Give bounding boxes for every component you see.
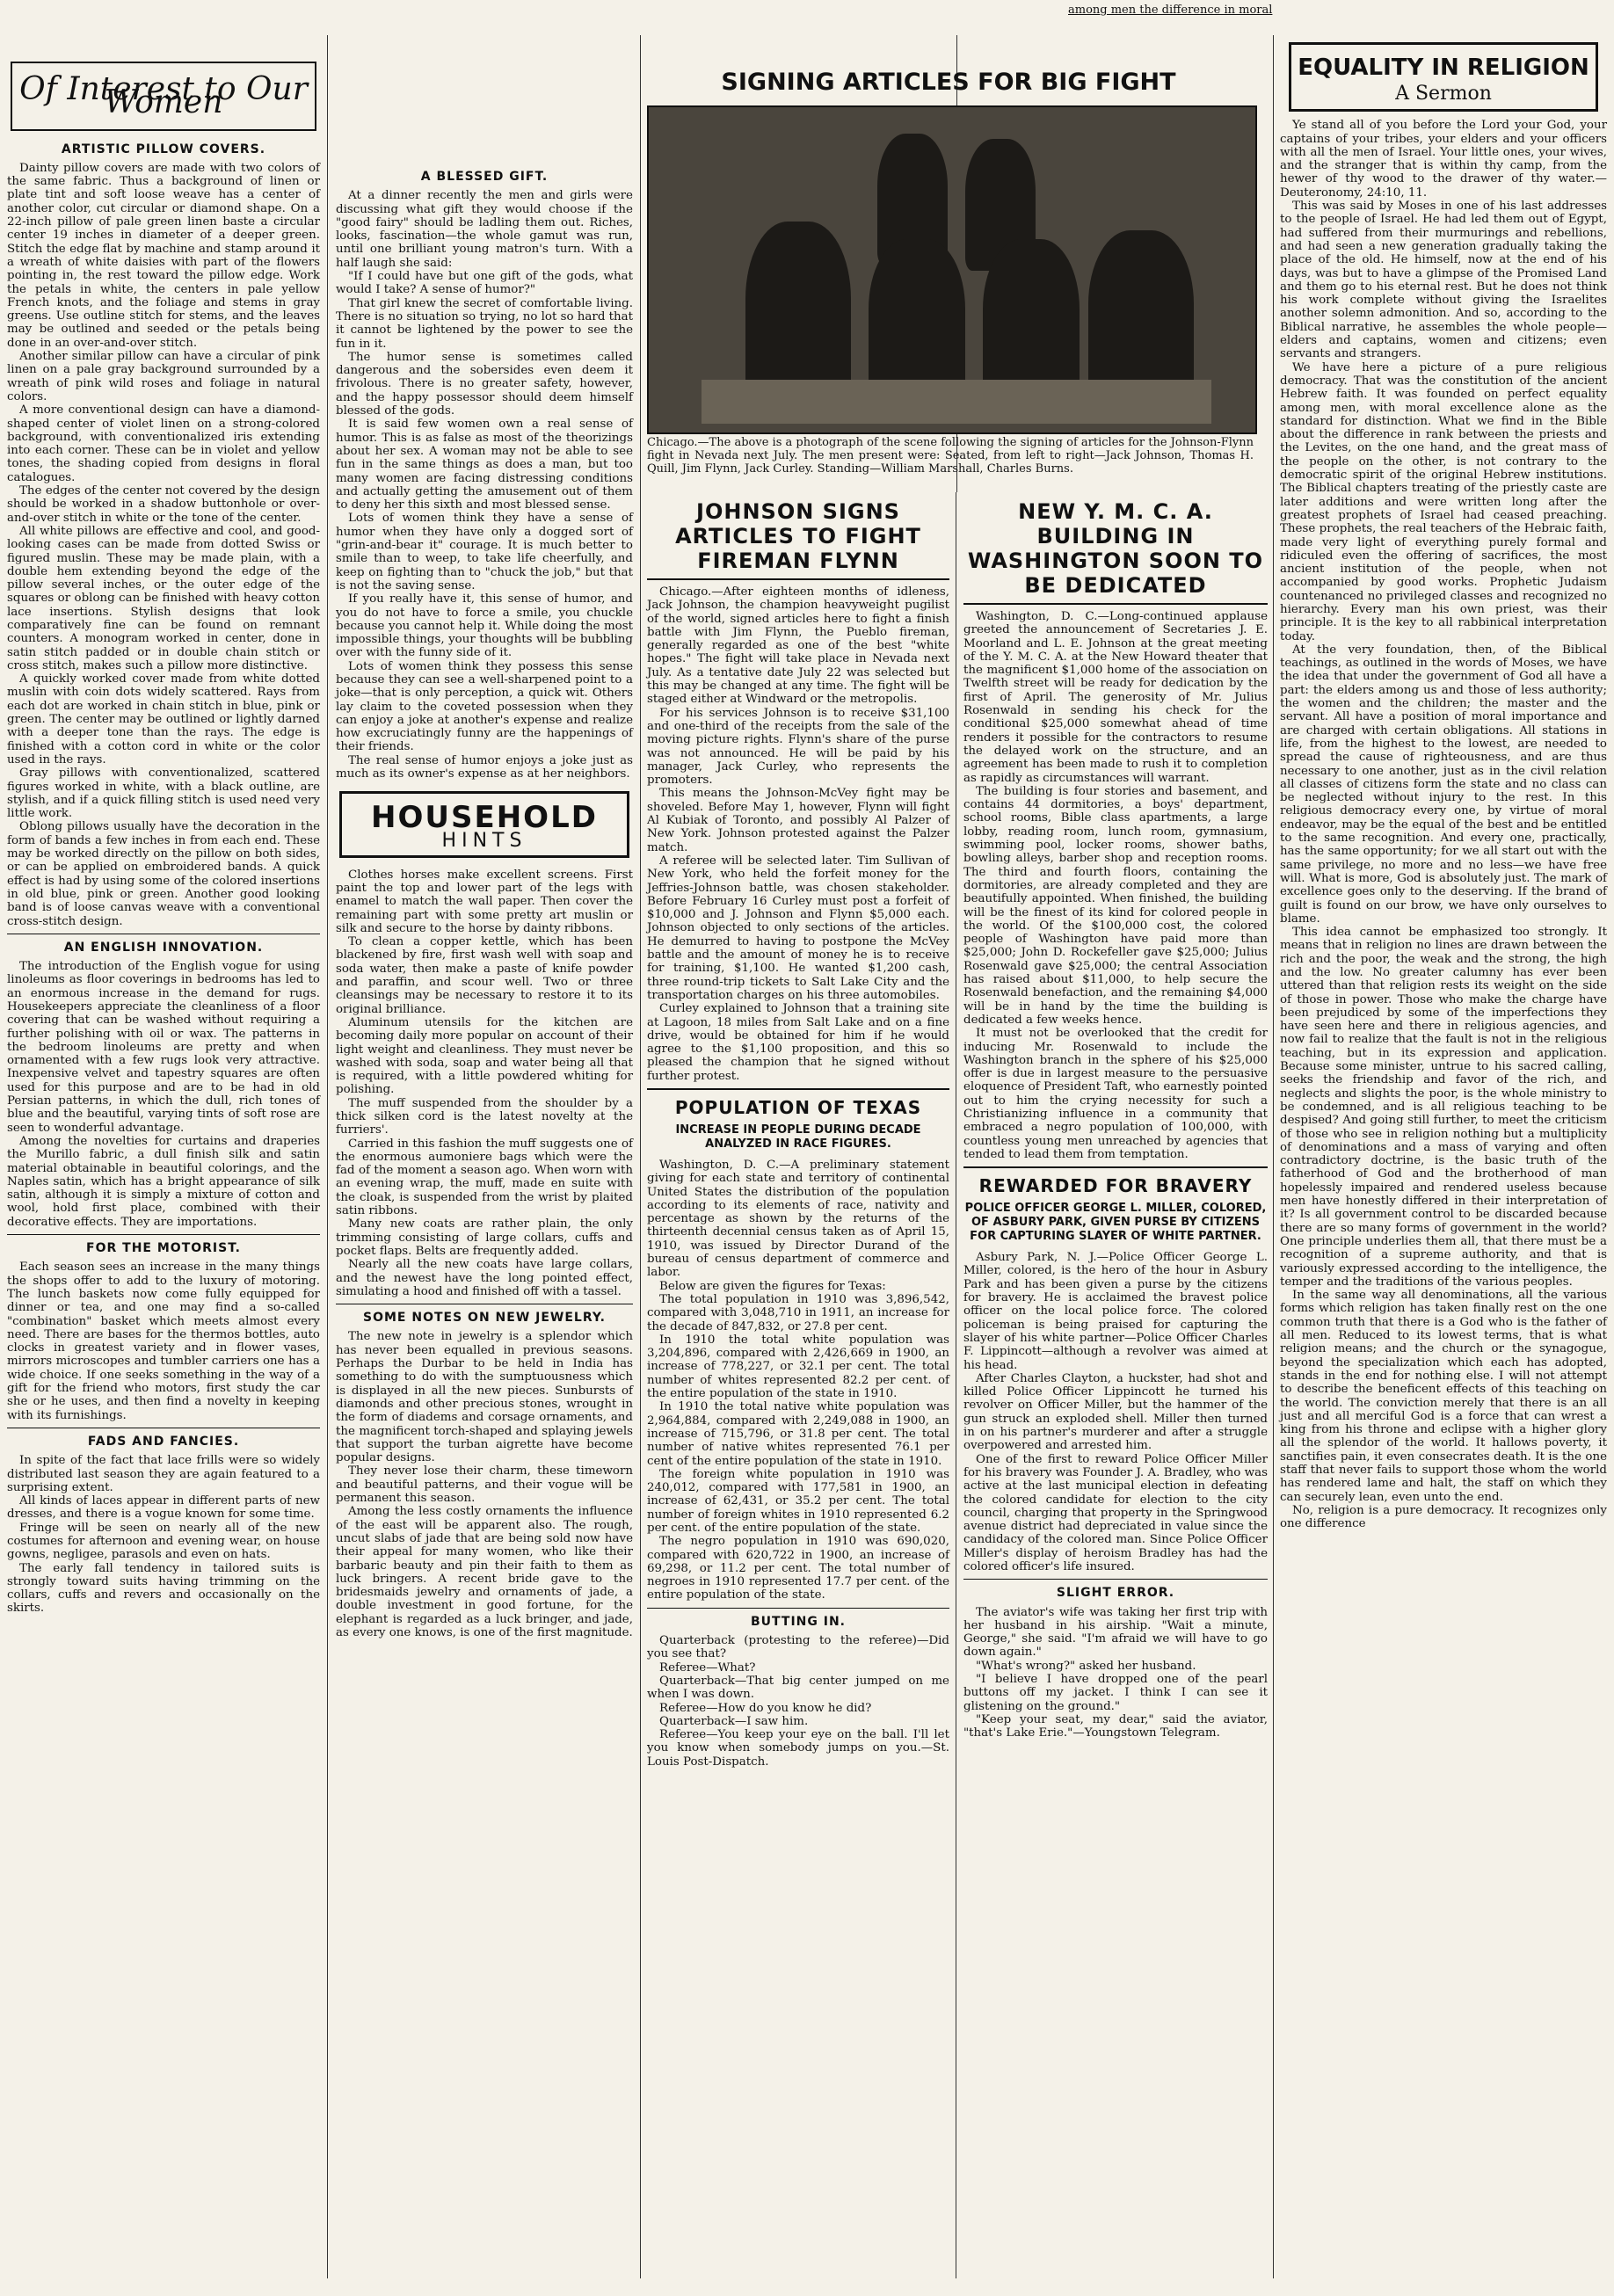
paragraph: That girl knew the secret of comfortable living. There is no situation so trying, no lot so hard that it cannot be lightened by the power to see the fun in it. <box>336 296 634 351</box>
bravery-subhead: POLICE OFFICER GEORGE L. MILLER, COLORED, OF ASBURY PARK, GIVEN PURSE BY CITIZENS FOR CAPTURING SLAYER OF WHITE PARTNER. <box>964 1202 1267 1244</box>
paragraph: Quarterback—I saw him. <box>659 1714 809 1728</box>
hints-title: HINTS <box>441 830 527 853</box>
paragraph: "Keep your seat, my dear," said the aviator, "that's Lake Erie."—Youngstown Telegram. <box>963 1712 1268 1740</box>
paragraph: Asbury Park, N. J.—Police Officer George L. Miller, colored, is the hero of the hour in Asbury Park and has been given a purse by the citizens for bravery. He is acclaimed the bravest police officer on the local police force. The colored policeman is being praised for capturing the slayer of his white partner—Police Officer Charles F. Lippincott—although a revolver was aimed at his head. <box>963 1251 1268 1372</box>
paragraph: The building is four stories and basement, and contains 44 dormitories, a boys' department, school rooms, Bible class apartments, a large lobby, reading room, lunch room, gymnasium, swimming pool, locker rooms, shower baths, bowling alleys, barber shop and reception rooms. The third and fourth floors, containing the dormitories, are already completed and they are beautifully appointed. When finished, the building will be the finest of its kind for colored people in the world. Of the $100,000 cost, the colored people of Washington have paid more than $25,000; John D. Rockefeller gave $25,000; Julius Rosenwald gave $25,000; the central Association has raised about $11,000, to help secure the Rosenwald benefaction, and the remaining $4,000 will be in hand by the time the building is dedicated a few weeks hence. <box>963 784 1268 1027</box>
paragraph: Quarterback—That big center jumped on me when I was down. <box>647 1674 949 1702</box>
paragraph: Fringe will be seen on nearly all of the new costumes for afternoon and evening wear, on house gowns, negligee, parasols and even on hats. <box>7 1521 320 1562</box>
paragraph: The muff suspended from the shoulder by a thick silken cord is the latest novelty at the furriers'. <box>336 1096 633 1137</box>
paragraph: A referee will be selected later. Tim Sullivan of New York, who held the forfeit money for the Jeffries-Johnson battle, was chosen stakeholder. Before February 16 Curley must post a forfeit of $10,000 and J. Johnson and Flynn $5,000 each. Johnson objected to only sections of the articles. He demurred to having to postpone the McVey battle and the amount of money he is to receive for training, $1,100. He wanted $1,200 cash, three round-trip tickets to Salt Lake City and the transportation charges on his three automobiles. <box>647 854 949 1002</box>
paragraph: Among the novelties for curtains and draperies the Murillo fabric, a dull finish silk and satin material obtainable in beautiful colorings, and the Naples satin, which has a bright appearance of silk satin, although it is simply a mixture of cotton and wool, hold first place, combined with their decorative effects. They are importations. <box>7 1134 320 1229</box>
signing-headline: SIGNING ARTICLES FOR BIG FIGHT <box>721 69 1176 96</box>
paragraph: This idea cannot be emphasized too strongly. It means that in religion no lines are drawn between the rich and the poor, the weak and the strong, the high and the low. No greater calumny has ever been uttered than that religion rests its weight on the side of those in power. Those who make the charge have been prejudiced by some of the imperfections they have seen here and there in religious agencies, and now fail to realize that the fault is not in the religious teaching, but in its expression and application. Because some minister, untrue to his sacred calling, seeks the friendship and favor of the rich, and neglects and slights the poor, is the whole ministry to be condemned, and is all religious teaching to be despised? And going still further, to meet the criticism of those who see in religion nothing but a multiplicity of denominations and a mass of varying and often contradictory doctrine, is the basic truth of the fatherhood of God and the brotherhood of man hopelessly impaired and rendered useless because men have honestly differed in their interpretation of it? Is all government control to be discarded because there are so many forms of government in the world? One principle underlies them all, that there must be a recognition of a supreme authority, and that is variously expressed according to the intelligence, the temper and the traditions of the various peoples. <box>1280 926 1607 1289</box>
heading-slight-error: SLIGHT ERROR. <box>1056 1586 1175 1601</box>
heading-english: AN ENGLISH INNOVATION. <box>63 940 264 955</box>
divider <box>963 1579 1268 1580</box>
heading-fads: FADS AND FANCIES. <box>87 1434 240 1449</box>
paragraph: The negro population in 1910 was 690,020, compared with 620,722 in 1900, an increase of 69,298, or 11.2 per cent. The total number of negroes in 1910 represented 17.7 per cent. of the entire population of the state. <box>647 1535 949 1602</box>
divider <box>647 1088 949 1090</box>
johnson-headline: JOHNSON SIGNS ARTICLES TO FIGHT FIREMAN FLYNN <box>675 499 921 573</box>
texas-headline: POPULATION OF TEXAS <box>674 1096 922 1118</box>
fight-photo <box>647 105 1257 434</box>
texas-subhead: INCREASE IN PEOPLE DURING DECADE ANALYZED IN RACE FIGURES. <box>675 1123 921 1151</box>
ymca-headline: NEW Y. M. C. A. BUILDING IN WASHINGTON SOON TO BE DEDICATED <box>967 499 1264 598</box>
household-hints-box <box>339 791 629 857</box>
paragraph: Gray pillows with conventionalized, scattered figures worked in white, with a black outline, are stylish, and if a quick filling stitch is used need very little work. <box>7 767 320 821</box>
paragraph: No, religion is a pure democracy. It recognizes only one difference <box>1280 1503 1607 1531</box>
paragraph: To clean a copper kettle, which has been blackened by fire, first wash well with soap and soda water, then make a paste of knife powder and paraffin, and scour well. Two or three cleansings may be necessary to restore it to its original brilliance. <box>336 935 633 1016</box>
paragraph: Quarterback (protesting to the referee)—Did you see that? <box>647 1634 949 1661</box>
paragraph: It is said few women own a real sense of humor. This is as false as most of the theorizings about her sex. A woman may not be able to see fun in the same things as does a man, but too many women are facing distressing conditions and actually getting the amusement out of them to deny her this sixth and most blessed sense. <box>336 418 633 512</box>
paragraph: Clothes horses make excellent screens. First paint the top and lower part of the legs with enamel to match the wall paper. Then cover the remaining part with some pretty art muslin or silk and secure to the horse by dainty ribbons. <box>336 868 633 935</box>
divider <box>647 578 949 580</box>
paragraph: The aviator's wife was taking her first trip with her husband in his airship. "Wait a minute, George," she said. "I'm afraid we will have to go down again." <box>963 1605 1268 1660</box>
paragraph: Referee—You keep your eye on the ball. I'll let you know when somebody jumps on you.—St. Louis Post-Dispatch. <box>647 1728 949 1769</box>
bravery-headline: REWARDED FOR BRAVERY <box>978 1175 1253 1197</box>
photo-caption: Chicago.—The above is a photograph of the scene following the signing of articles for the Johnson-Flynn fight in Nevada next July. The men present were: Seated, from left to right—Jack Johnson, Thomas H. Quill, Jim Flynn, Jack Curley. Standing—William Marshall, Charles Burns. <box>647 436 1254 476</box>
paragraph: This was said by Moses in one of his last addresses to the people of Israel. He had led them out of Egypt, had suffered from their murmurings and rebellions, and had seen a new generation gradually taking the place of the old. He himself, now at the end of his days, was but to have a glimpse of the Promised Land and them go to his eternal rest. But he does not think his work complete without giving the Israelites another solemn admonition. And so, according to the Biblical narrative, he assembles the whole people—elders and captains, women and citizens; even servants and strangers. <box>1280 200 1607 361</box>
paragraph: The total population in 1910 was 3,896,542, compared with 3,048,710 in 1911, an increase for the decade of 847,832, or 27.8 per cent. <box>647 1292 949 1333</box>
column-2 <box>336 163 633 1639</box>
paragraph: Washington, D. C.—A preliminary statement giving for each state and territory of continental United States the distribution of the population according to its elements of race, nativity and percentage as shown by the returns of the thirteenth decennial census taken as of April 15, 1910, was issued by Director Durand of the bureau of census department of commerce and labor. <box>647 1158 949 1280</box>
col5 <box>1280 35 1607 1530</box>
heading-jewelry: SOME NOTES ON NEW JEWELRY. <box>363 1311 606 1326</box>
col-rule-2 <box>640 35 641 2278</box>
heading-blessed-gift: A BLESSED GIFT. <box>420 170 549 184</box>
paragraph: Curley explained to Johnson that a training site at Lagoon, 18 miles from Salt Lake and on a fine drive, would be obtained for him if he would agree to the $1,100 proposition, and this so pleased the champion that he signed without further protest. <box>647 1002 949 1083</box>
column-3 <box>647 499 949 1769</box>
paragraph: If you really have it, this sense of humor, and you do not have to force a smile, you chuckle because you cannot help it. While doing the most impossible things, your thoughts will be bubbling over with the funny side of it. <box>336 592 633 660</box>
paragraph: The introduction of the English vogue for using linoleums as floor coverings in bedrooms has led to an enormous increase in the demand for rugs. Housekeepers appreciate the cleanliness of a floor covering that can be washed without requiring a further polishing with oil or wax. The patterns in the bedroom linoleums are pretty and when ornamented with a few rugs look very attractive. Inexpensive velvet and tapestry squares are often used for this purpose and are to be had in old Persian patterns, in which the dull, rich tones of blue and the beautiful, varying tints of soft rose are seen to wonderful advantage. <box>7 960 320 1135</box>
paragraph: In 1910 the total white population was 3,204,896, compared with 2,426,669 in 1900, an increase of 778,227, or 32.1 per cent. The total number of whites represented 82.2 per cent. of the entire population of the state in 1910. <box>647 1333 949 1401</box>
paragraph: At the very foundation, then, of the Biblical teachings, as outlined in the words of Moses, we have the idea that under the government of God all have a part: the elders among us and those of less authority; the women and the children; the master and the servant. All have a position of moral importance and are charged with certain obligations. All stations in life, from the highest to the lowest, are needed to spread the cause of righteousness, and are thus necessary to one another, just as in the civil relation all classes of citizens form the state and no class can be neglected without injury to the rest. In this religious democracy every one, by virtue of moral endeavor, may be the equal of the best and be entitled to the same recognition. And every one, practically, has the same opportunity; for we all start out with the same privilege, no more and no less—we have free will. What is more, God is absolutely just. The mark of excellence goes only to the deserving. If the brand of guilt is found on our brow, we have only ourselves to blame. <box>1280 643 1607 926</box>
paragraph: Lots of women think they have a sense of humor when they have only a dogged sort of "grin-and-bear it" courage. It is much better to smile than to weep, to take life cheerfully, and keep on fighting than to "chuck the job," but that is not the saving sense. <box>336 512 633 592</box>
paragraph: After Charles Clayton, a huckster, had shot and killed Police Officer Lippincott he turned his revolver on Officer Miller, but the hammer of the gun struck an exploded shell. Miller then turned in on his partner's murderer and after a struggle overpowered and arrested him. <box>963 1371 1268 1453</box>
paragraph: One of the first to reward Police Officer Miller for his bravery was Founder J. A. Bradley, who was active at the last municipal election in defeating the colored candidate for election to the city council, charging that property in the Springwood avenue district had depreciated in value since the candidacy of the colored man. Since Police Officer Miller's display of heroism Bradley has had the colored officer's life insured. <box>963 1452 1268 1573</box>
paragraph: It must not be overlooked that the credit for inducing Mr. Rosenwald to include the Washington branch in the sphere of his $25,000 offer is due in largest measure to the persuasive eloquence of President Taft, who earnestly pointed out to him the crying necessity for such a Christianizing influence in a community that embraced a negro population of 100,000, with countless young men unreached by agencies that tended to lead them from temptation. <box>963 1027 1268 1161</box>
paragraph: Ye stand all of you before the Lord your God, your captains of your tribes, your elders and your officers with all the men of Israel. Your little ones, your wives, and the stranger that is within thy camp, from the hewer of thy wood to the drawer of thy water.—Deuteronomy, 24:10, 11. <box>1280 119 1607 200</box>
heading-motorist: FOR THE MOTORIST. <box>86 1241 241 1256</box>
paragraph: "I believe I have dropped one of the pearl buttons off my jacket. I think I can see it glistening on the ground." <box>963 1673 1268 1713</box>
paragraph: At a dinner recently the men and girls were discussing what gift they would choose if the "good fairy" should be ladling them out. Riches, looks, fascination—the whole gamut was run, until one brilliant young matron's turn. With a half laugh she said: <box>336 189 633 270</box>
divider <box>7 1234 320 1235</box>
paragraph: Referee—How do you know he did? <box>659 1701 872 1715</box>
paragraph: Oblong pillows usually have the decoration in the form of bands a few inches in from each end. These may be worked directly on the pillow on both sides, or can be applied on embroidered bands. A quick effect is had by using some of the colored insertions in old blue, pink or green. Another good looking band is of loose canvas weave with a conventional cross-stitch design. <box>7 820 320 928</box>
divider <box>963 1166 1268 1168</box>
paragraph: Washington, D. C.—Long-continued applause greeted the announcement of Secretaries J. E. Moorland and L. E. Johnson at the great meeting of the Y. M. C. A. at the New Howard theater that the magnificent $1,000 home of the association on Twelfth street will be ready for dedication by the first of April. The generosity of Mr. Julius Rosenwald in sending his check for the conditional $25,000 somewhat ahead of time renders it possible for the contractors to resume the delayed work on the structure, and an agreement has been made to rush it to completion as rapidly as circumstances will warrant. <box>963 610 1268 785</box>
paragraph: The real sense of humor enjoys a joke just as much as its owner's expense as at her neighbors. <box>336 753 633 781</box>
equality-title: EQUALITY IN RELIGION <box>1298 54 1589 81</box>
equality-box <box>1289 42 1598 112</box>
paragraph: Each season sees an increase in the many things the shops offer to add to the luxury of motoring. The lunch baskets now come fully equipped for dinner or tea, and one may find a so-called "combination" basket which meets almost every need. There are bases for the thermos bottles, auto clocks in greatest variety and in flower vases, mirrors microscopes and tumbler carriers one has a wide choice. If one seeks something in the way of a gift for the friend who motors, first study the car she or he uses, and then find a novelty in keeping with its furnishings. <box>7 1261 320 1422</box>
paragraph: Another similar pillow can have a circular of pink linen on a pale gray background surrounded by a wreath of pink wild roses and foliage in natural colors. <box>7 350 320 403</box>
paragraph: A more conventional design can have a diamond-shaped center of violet linen on a strong-colored background, with conventionalized iris extending into each corner. These can be in violet and yellow tones, the shading copied from designs in floral catalogues. <box>7 403 320 484</box>
paragraph: Carried in this fashion the muff suggests one of the enormous aumoniere bags which were the fad of the moment a season ago. When worn with an evening wrap, the muff, made en suite with the cloak, is suspended from the wrist by plaited satin ribbons. <box>336 1137 633 1218</box>
column-1 <box>7 53 320 1616</box>
paragraph: "If I could have but one gift of the gods, what would I take? A sense of humor?" <box>336 270 633 297</box>
paragraph: Aluminum utensils for the kitchen are becoming daily more popular on account of their light weight and cleanliness. They must never be washed with soda, soap and water being all that is required, with a little powdered whiting for polishing. <box>336 1015 633 1097</box>
paragraph: The foreign white population in 1910 was 240,012, compared with 177,581 in 1900, an increase of 62,431, or 35.2 per cent. The total number of foreign whites in 1910 represented 6.2 per cent. of the entire population of the state. <box>647 1467 949 1535</box>
household-title: HOUSEHOLD <box>371 800 598 836</box>
paragraph: Chicago.—After eighteen months of idleness, Jack Johnson, the champion heavyweight pugilist of the world, signed articles here to fight a finish battle with Jim Flynn, the Pueblo fireman, generally regarded as one of the best "white hopes." The fight will take place in Nevada next July. As a tentative date July 22 was selected but this may be changed at any time. The fight will be staged either at Windward or the metropolis. <box>647 585 949 707</box>
paragraph: The humor sense is sometimes called dangerous and the sobersides even deem it frivolous. There is no greater safety, however, and the happy possessor should deem himself blessed of the gods. <box>336 350 633 418</box>
paragraph: This means the Johnson-McVey fight may be shoveled. Before May 1, however, Flynn will fight Al Kubiak of Toronto, and possibly Al Palzer of New York. Johnson protested against the Palzer match. <box>647 787 949 854</box>
paragraph: The new note in jewelry is a splendor which has never been equalled in previous seasons. Perhaps the Durbar to be held in India has something to do with the sumptuousness which is displayed in all the new pieces. Sunbursts of diamonds and other precious stones, wrought in the form of diadems and corsage ornaments, and the magnificent torch-shaped and splaying jewels that support the turban aigrette have become popular designs. <box>336 1330 633 1465</box>
signing-feature <box>645 69 1176 97</box>
heading-butting-in: BUTTING IN. <box>751 1614 846 1629</box>
paragraph: The early fall tendency in tailored suits is strongly toward suits having trimming on the collars, cuffs and revers and occasionally on the skirts. <box>7 1561 320 1616</box>
paragraph: Among the less costly ornaments the influence of the east will be apparent also. The rough, uncut slabs of jade that are being sold now have their appeal for many women, who like their barbaric beauty and pin their faith to them as luck bringers. A recent bride gave to the bridesmaids jewelry and ornaments of jade, a double investment in good fortune, for the elephant is regarded as a luck bringer, and jade, as every one knows, is one of the first magnitude. <box>336 1505 633 1639</box>
paragraph: Referee—What? <box>659 1660 756 1675</box>
paragraph: In the same way all denominations, all the various forms which religion has taken finally rest on the one common truth that there is a God who is the father of all men. Reduced to its lowest terms, that is what religion means; and the church or the synagogue, beyond the specialization which each has adopted, stands in the end for nothing else. I will not attempt to describe the beneficent effects of this teaching on the world. The conviction merely that there is an all just and all merciful God is a force that can wrest a king from his throne and eclipse with a higher glory all the splendor of the world. It hallows poverty, it sanctifies pain, it even consecrates death. It is the one staff that never fails to support those whom the world has rendered lame and halt, the staff on which they can securely lean, even unto the end. <box>1280 1289 1607 1504</box>
paragraph: "What's wrong?" asked her husband. <box>976 1659 1196 1673</box>
divider <box>963 603 1268 605</box>
column-4 <box>963 499 1268 1740</box>
paragraph: Dainty pillow covers are made with two colors of the same fabric. Thus a background of linen or plate tint and soft loose weave has a center of another color, cut circular or diamond shape. On a 22-inch pillow of pale green linen baste a circular center 19 inches in diameter of a deeper green. Stitch the edge flat by machine and stamp around it a wreath of white daisies with part of the flowers pointing in, the rest toward the pillow edge. Work the petals in white, the centers in pale yellow French knots, and the foliage and stems in gray greens. Use outline stitch for stems, and the leaves may be outlined and seeded or the petals being done in an over-and-over stitch. <box>7 161 320 350</box>
paragraph: A quickly worked cover made from white dotted muslin with coin dots widely scattered. Rays from each dot are worked in chain stitch in blue, pink or green. The center may be outlined or lightly darned with a deeper tone than the rays. The edge is finished with a cotton cord in white or the color used in the rays. <box>7 672 320 767</box>
paragraph: Below are given the figures for Texas: <box>659 1279 886 1293</box>
paragraph: In 1910 the total native white population was 2,964,884, compared with 2,249,088 in 1900, an increase of 715,796, or 31.8 per cent. The total number of native whites represented 76.1 per cent of the entire population of the state in 1910. <box>647 1400 949 1468</box>
top-fragment: among men the difference in moral <box>1068 4 1273 17</box>
col-rule-4 <box>1273 35 1274 2278</box>
paragraph: Nearly all the new coats have large collars, and the newest have the long pointed effect, simulating a hood and finished off with a tassel. <box>336 1258 633 1298</box>
paragraph: All kinds of laces appear in different parts of new dresses, and there is a vogue known for some time. <box>7 1494 320 1522</box>
divider <box>647 1608 949 1609</box>
paragraph: In spite of the fact that lace frills were so widely distributed last season they are again featured to a surprising extent. <box>7 1454 320 1494</box>
paragraph: The edges of the center not covered by the design should be worked in a shadow buttonhole or over-and-over stitch in white or the tone of the center. <box>7 484 320 525</box>
sermon-subtitle: A Sermon <box>1395 83 1492 105</box>
paragraph: They never lose their charm, these timeworn and beautiful patterns, and their vogue will be permanent this season. <box>336 1464 633 1506</box>
paragraph: All white pillows are effective and cool, and good-looking cases can be made from dotted Swiss or figured muslin. These may be made plain, with a double hem extending beyond the edge of the pillow several inches, or the outer edge of the squares or oblong can be finished with heavy cotton lace insertions. Stylish designs that look comparatively fine can be found on remnant counters. A monogram worked in center, done in satin stitch padded or in double chain stitch or cross stitch, makes such a pillow more distinctive. <box>7 524 320 672</box>
paragraph: We have here a picture of a pure religious democracy. That was the constitution of the ancient Hebrew faith. It was founded on perfect equality among men, with moral excellence alone as the standard for distinction. What we find in the Bible about the difference in rank between the priests and the Levites, on the one hand, and the great mass of the people on the other, is not contrary to the democratic spirit of the original Hebrew institutions. The Biblical chapters treating of the priestly caste are later additions and were written long after the greatest prophets of Israel had ceased preaching. These prophets, the real teachers of the Hebraic faith, made very light of everything purely formal and ridiculed even the offering of sacrifices, the most ancient institution of the people, when not accompanied by good works. Prophetic Judaism countenanced no privileged classes and recognized no hierarchy. Every man his own priest, was their principle. It is the key to all rabbinical interpretation today. <box>1280 360 1607 643</box>
heading-pillow: ARTISTIC PILLOW COVERS. <box>61 142 266 156</box>
table <box>702 380 1211 424</box>
women-banner: Of Interest to Our Women <box>11 62 316 131</box>
paragraph: Lots of women think they possess this sense because they can see a well-sharpened point to a joke—that is only perception, a quick wit. Others lay claim to the coveted possession when they can enjoy a joke at another's expense and realize how excruciatingly funny are the happenings of their friends. <box>336 659 633 754</box>
paragraph: Many new coats are rather plain, the only trimming consisting of large collars, cuffs and pocket flaps. Belts are frequently added. <box>336 1217 633 1258</box>
paragraph: For his services Johnson is to receive $31,100 and one-third of the receipts from the sale of the moving picture rights. Flynn's share of the purse was not announced. He will be paid by his manager, Jack Curley, who represents the promoters. <box>647 706 949 788</box>
col-rule-1 <box>327 35 328 2278</box>
